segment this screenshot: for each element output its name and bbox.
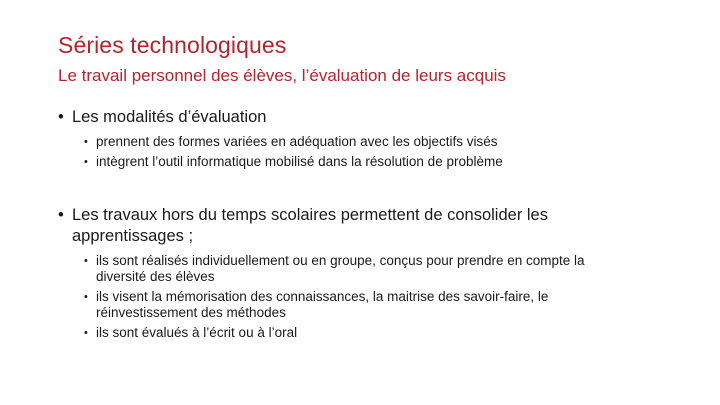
level1-text: Les travaux hors du temps scolaires permettent de consolider les apprentissages ; bbox=[72, 206, 548, 245]
level2-bullet bbox=[84, 289, 624, 321]
level2-bullet bbox=[84, 325, 624, 341]
level2-text: prennent des formes variées en adéquation avec les objectifs visés bbox=[96, 134, 498, 149]
bullet-icon: • bbox=[84, 255, 88, 267]
level2-text: ils sont réalisés individuellement ou en groupe, conçus pour prendre en compte la diversité des élèves bbox=[96, 253, 585, 284]
bullet-icon: • bbox=[84, 156, 88, 168]
section-homework bbox=[58, 205, 638, 345]
bullet-icon: • bbox=[58, 206, 64, 224]
level2-text: ils visent la mémorisation des connaissances, la maitrise des savoir-faire, le réinvestissement des méthodes bbox=[96, 289, 549, 320]
level1-bullet bbox=[58, 107, 658, 128]
level1-bullet bbox=[58, 205, 638, 247]
sub-list bbox=[58, 253, 624, 341]
bullet-icon: • bbox=[58, 108, 64, 126]
level1-text: Les modalités d’évaluation bbox=[72, 108, 267, 126]
bullet-icon: • bbox=[84, 136, 88, 148]
level2-text: intègrent l’outil informatique mobilisé dans la résolution de problème bbox=[96, 154, 503, 169]
slide-title: Séries technologiques bbox=[58, 32, 287, 58]
level2-bullet bbox=[84, 253, 624, 285]
level2-bullet bbox=[84, 154, 658, 170]
slide-subtitle: Le travail personnel des élèves, l’évaluation de leurs acquis bbox=[58, 66, 506, 85]
level2-text: ils sont évalués à l’écrit ou à l’oral bbox=[96, 325, 298, 340]
bullet-icon: • bbox=[84, 291, 88, 303]
bullet-icon: • bbox=[84, 327, 88, 339]
sub-list bbox=[58, 134, 658, 170]
level2-bullet bbox=[84, 134, 658, 150]
section-evaluation bbox=[58, 107, 658, 174]
